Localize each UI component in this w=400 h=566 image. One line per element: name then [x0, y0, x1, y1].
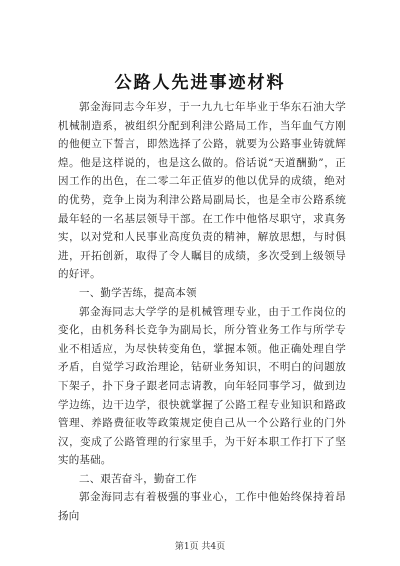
- page-number-footer: 第1页 共4页: [174, 542, 226, 552]
- paragraph-section-1: 郭金海同志大学学的是机械管理专业，由于工作岗位的变化，由机务科长竞争为副局长，所分管业务工作与所学专业不相适应，为尽快转变角色，掌握本领。他正确处理自学矛盾，自觉学习政治理论，钻研业务知识，不明白的问题放下架子，扑下身子跟老同志请教，向年轻同事学习，做到边学边练，边干边学，很快就掌握了公路工程专业知识和路政管理、养路费征收等政策规定使自己从一个公路行业的门外汉，变成了公路管理的行家里手，为干好本职工作打下了坚实的基础。: [58, 305, 346, 467]
- paragraph-intro: 郭金海同志今年岁，于一九九七年毕业于华东石油大学机械制造系，被组织分配到利津公路局工作，当年血气方刚的他便立下誓言，即然选择了公路，就要为公路事业铸就辉煌。他是这样说的，也是这么做的。俗话说“天道酬勤”，正因工作的出色，在二零二年正值岁的他以优异的成绩，绝对的优势，竞争上岗为利津公路局副局长，也是全市公路系统最年轻的一名基层领导干部。在工作中他恪尽职守，求真务实，以对党和人民事业高度负责的精神，解放思想，与时俱进，开拓创新，取得了令人瞩目的成绩，多次受到上级领导的好评。: [58, 101, 346, 281]
- paragraph-section-2: 郭金海同志有着极强的事业心，工作中他始终保持着昂扬向: [58, 491, 346, 523]
- document-title: 公路人先进事迹材料: [114, 73, 286, 93]
- section-heading-1: 一、勤学苦练，提高本领: [79, 286, 197, 299]
- document-body: [58, 98, 346, 526]
- section-heading-2: 二、艰苦奋斗，勤奋工作: [79, 472, 197, 485]
